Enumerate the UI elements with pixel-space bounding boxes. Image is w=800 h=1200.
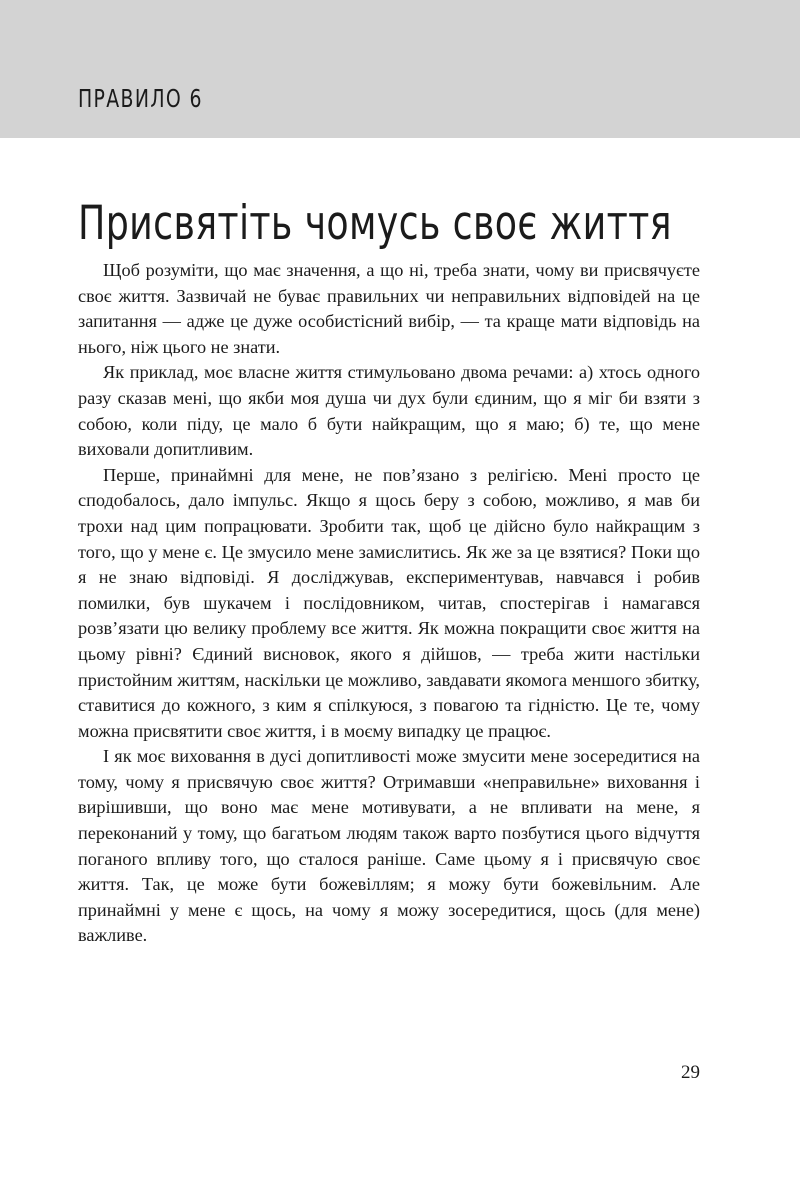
paragraph: Перше, принаймні для мене, не пов’язано з релігією. Мені просто це сподобалось, дало імпульс. Якщо я щось беру з собою, можливо, я мав би трохи над цим попрацювати. Зробити так, щоб це дійсно було найкращим з того, що у мене є. Це змусило мене замислитись. Як же за це взятися? Поки що я не знаю відповіді. Я досліджував, експериментував, навчався і робив помилки, був шукачем і послідовником, читав, спостерігав і намагався розв’язати цю велику проблему все життя. Як можна покращити своє життя на цьому рівні? Єдиний висновок, якого я дійшов, — треба жити настільки пристойним життям, наскільки це можливо, завдавати якомога меншого збитку, ставитися до кожного, з ким я спілкуюся, з повагою та гідністю. Це те, чому можна присвятити своє життя, і в моєму випадку це працює. — [78, 464, 700, 741]
body-text-block — [78, 258, 700, 949]
page-title: Присвятіть чомусь своє життя — [78, 196, 672, 252]
chapter-header-band — [0, 0, 800, 138]
paragraph: Як приклад, моє власне життя стимульовано двома речами: а) хтось одного разу сказав мені, що якби моя душа чи дух були єдиним, що я міг би взяти з собою, коли піду, це мало б бути найкращим, що я маю; б) те, що мене виховали допитливим. — [78, 362, 700, 460]
paragraph: Щоб розуміти, що має значення, а що ні, треба знати, чому ви присвячуєте своє життя. Зазвичай не буває правильних чи неправильних відповідей на це запитання — адже це дуже особистісний вибір, — та краще мати відповідь на нього, ніж цього не знати. — [78, 260, 700, 357]
rule-number-label: ПРАВИЛО 6 — [78, 84, 203, 113]
paragraph: І як моє виховання в дусі допитливості може змусити мене зосередитися на тому, чому я присвячую своє життя? Отримавши «неправильне» виховання і вирішивши, що воно має мене мотивувати, а не впливати на мене, я переконаний у тому, що багатьом людям також варто позбутися цього відчуття поганого впливу того, що сталося раніше. Саме цьому я і присвячую своє життя. Так, це може бути божевіллям; я можу бути божевільним. Але принаймні у мене є щось, на чому я можу зосередитися, щось (для мене) важливе. — [78, 746, 700, 946]
page-number: 29 — [681, 1062, 700, 1083]
